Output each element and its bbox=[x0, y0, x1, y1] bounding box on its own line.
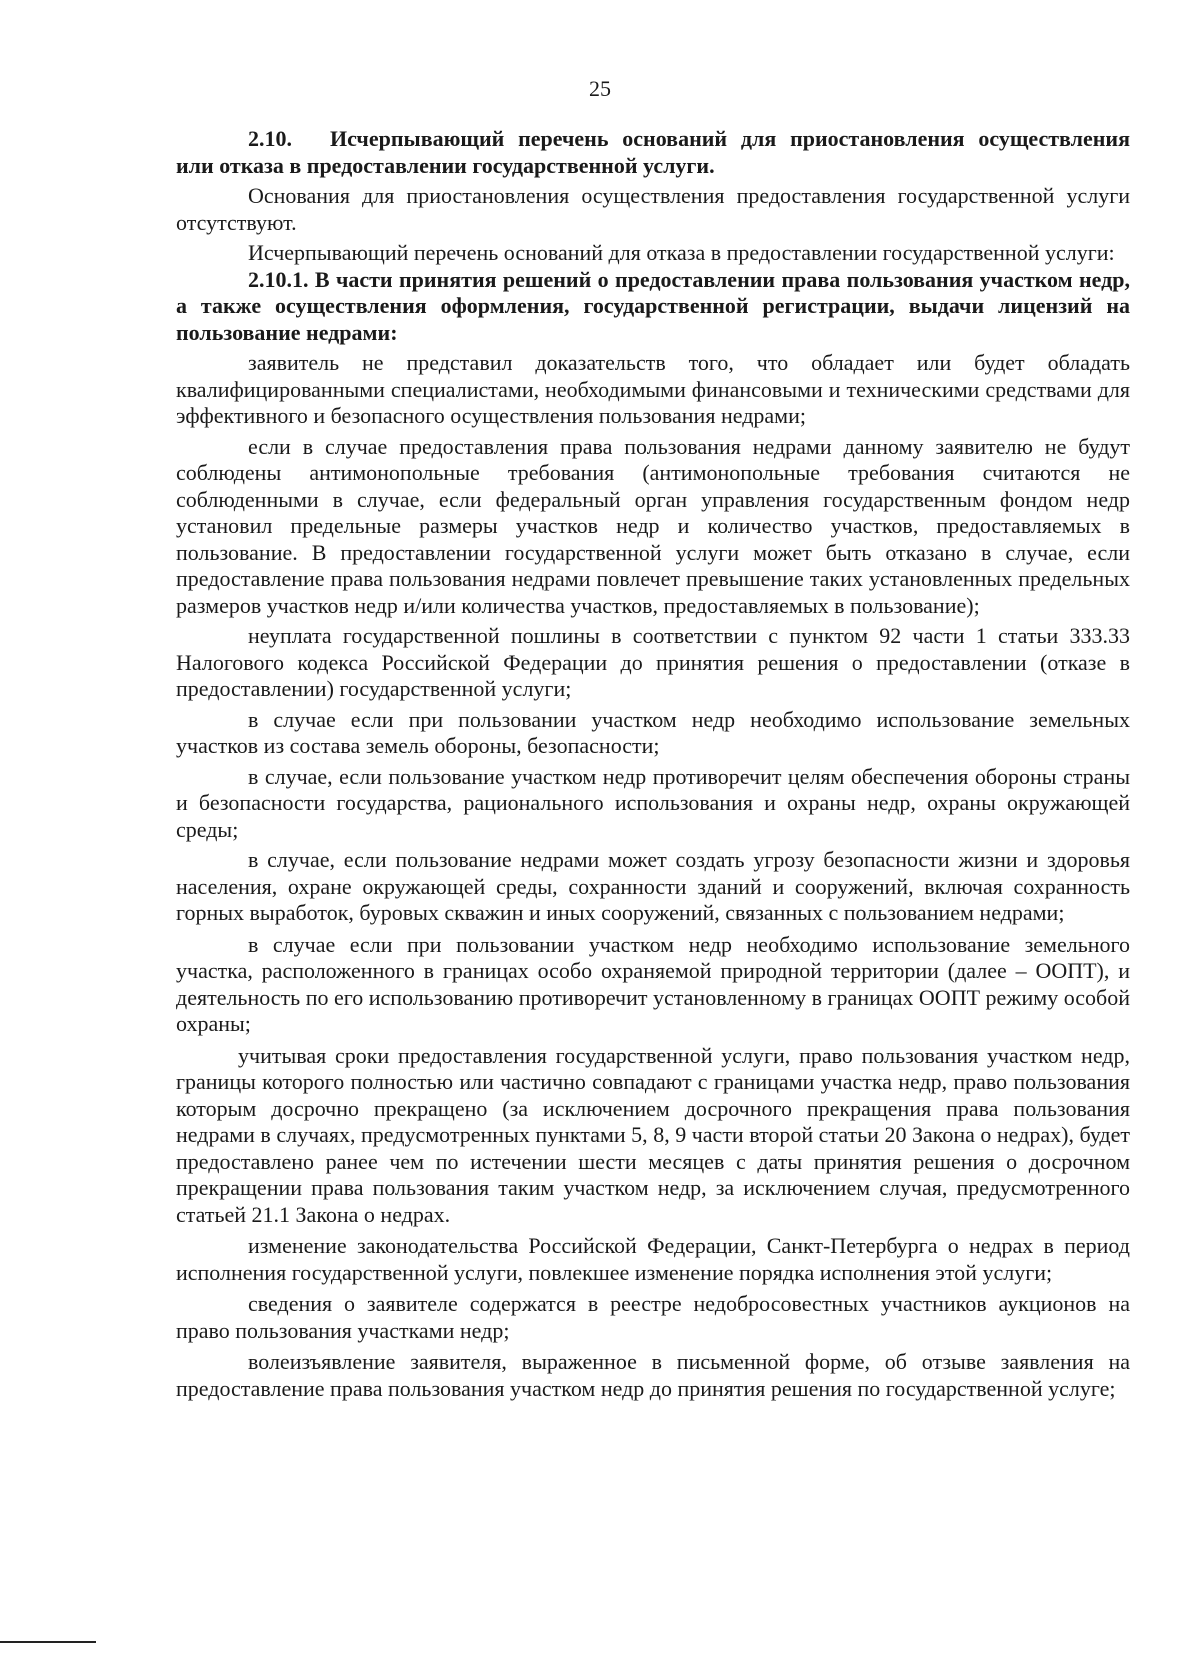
list-item: в случае, если пользование недрами может создать угрозу безопасности жизни и здоровья населения, охране окружающей среды, сохранности зданий и сооружений, включая сохранность горных выработок, буровых скважин и иных сооружений, связанных с пользованием недрами; bbox=[176, 847, 1130, 925]
page-number: 25 bbox=[589, 76, 611, 101]
section-heading bbox=[176, 126, 1130, 179]
list-item: сведения о заявителе содержатся в реестре недобросовестных участников аукционов на право пользования участками недр; bbox=[176, 1291, 1130, 1343]
list-item: неуплата государственной пошлины в соответствии с пунктом 92 части 1 статьи 333.33 Налогового кодекса Российской Федерации до принятия решения о предоставлении (отказе в предоставлении) государственной услуги; bbox=[176, 623, 1130, 701]
subsection-heading bbox=[176, 267, 1130, 347]
list-item: в случае если при пользовании участком недр необходимо использование земельного участка, расположенного в границах особо охраняемой природной территории (далее – ООПТ), и деятельность по его использованию противоречит установленному в границах ООПТ режиму особой охраны; bbox=[176, 931, 1130, 1036]
section-number: 2.10. bbox=[248, 126, 292, 151]
section-title: Исчерпывающий перечень оснований для приостановления осуществления или отказа в предоставлении государственной услуги. bbox=[176, 126, 1130, 178]
list-item: учитывая сроки предоставления государственной услуги, право пользования участком недр, границы которого полностью или частично совпадают с границами участка недр, право пользования которым досрочно прекращено (за исключением досрочного прекращения права пользования недрами в случаях, предусмотренных пунктами 5, 8, 9 части второй статьи 20 Закона о недрах), будет предоставлено ранее чем по истечении шести месяцев с даты принятия решения о досрочном прекращении права пользования таким участком недр, за исключением случая, предусмотренного статьей 21.1 Закона о недрах. bbox=[176, 1042, 1130, 1227]
document-body bbox=[176, 126, 1130, 1402]
list-item: в случае, если пользование участком недр противоречит целям обеспечения обороны страны и безопасности государства, рационального использования и охраны недр, охраны окружающей среды; bbox=[176, 763, 1130, 842]
scan-edge-line bbox=[0, 1641, 96, 1643]
list-item: волеизъявление заявителя, выраженное в письменной форме, об отзыве заявления на предоставление права пользования участком недр до принятия решения по государственной услуге; bbox=[176, 1349, 1130, 1401]
list-item: в случае если при пользовании участком недр необходимо использование земельных участков из состава земель обороны, безопасности; bbox=[176, 706, 1130, 758]
list-item: если в случае предоставления права пользования недрами данному заявителю не будут соблюдены антимонопольные требования (антимонопольные требования считаются не соблюденными в случае, если федеральный орган управления государственным фондом недр установил предельные размеры участков недр и количество участков, предоставляемых в пользование. В предоставлении государственной услуги может быть отказано в случае, если предоставление права пользования недрами повлечет превышение таких установленных предельных размеров участков недр и/или количества участков, предоставляемых в пользование); bbox=[176, 433, 1130, 618]
paragraph-refusal-list-intro: Исчерпывающий перечень оснований для отказа в предоставлении государственной услуги: bbox=[248, 240, 1115, 265]
subsection-number: 2.10.1. bbox=[248, 266, 309, 292]
list-item: изменение законодательства Российской Федерации, Санкт-Петербурга о недрах в период исполнения государственной услуги, повлекшее изменение порядка исполнения этой услуги; bbox=[176, 1233, 1130, 1285]
paragraph-no-suspension: Основания для приостановления осуществления предоставления государственной услуги отсутствуют. bbox=[176, 183, 1130, 235]
subsection-title: В части принятия решений о предоставлении права пользования участком недр, а также осуществления оформления, государственной регистрации, выдачи лицензий на пользование недрами: bbox=[176, 266, 1131, 345]
list-item: заявитель не представил доказательств того, что обладает или будет обладать квалифицированными специалистами, необходимыми финансовыми и техническими средствами для эффективного и безопасного осуществления пользования недрами; bbox=[176, 350, 1130, 428]
